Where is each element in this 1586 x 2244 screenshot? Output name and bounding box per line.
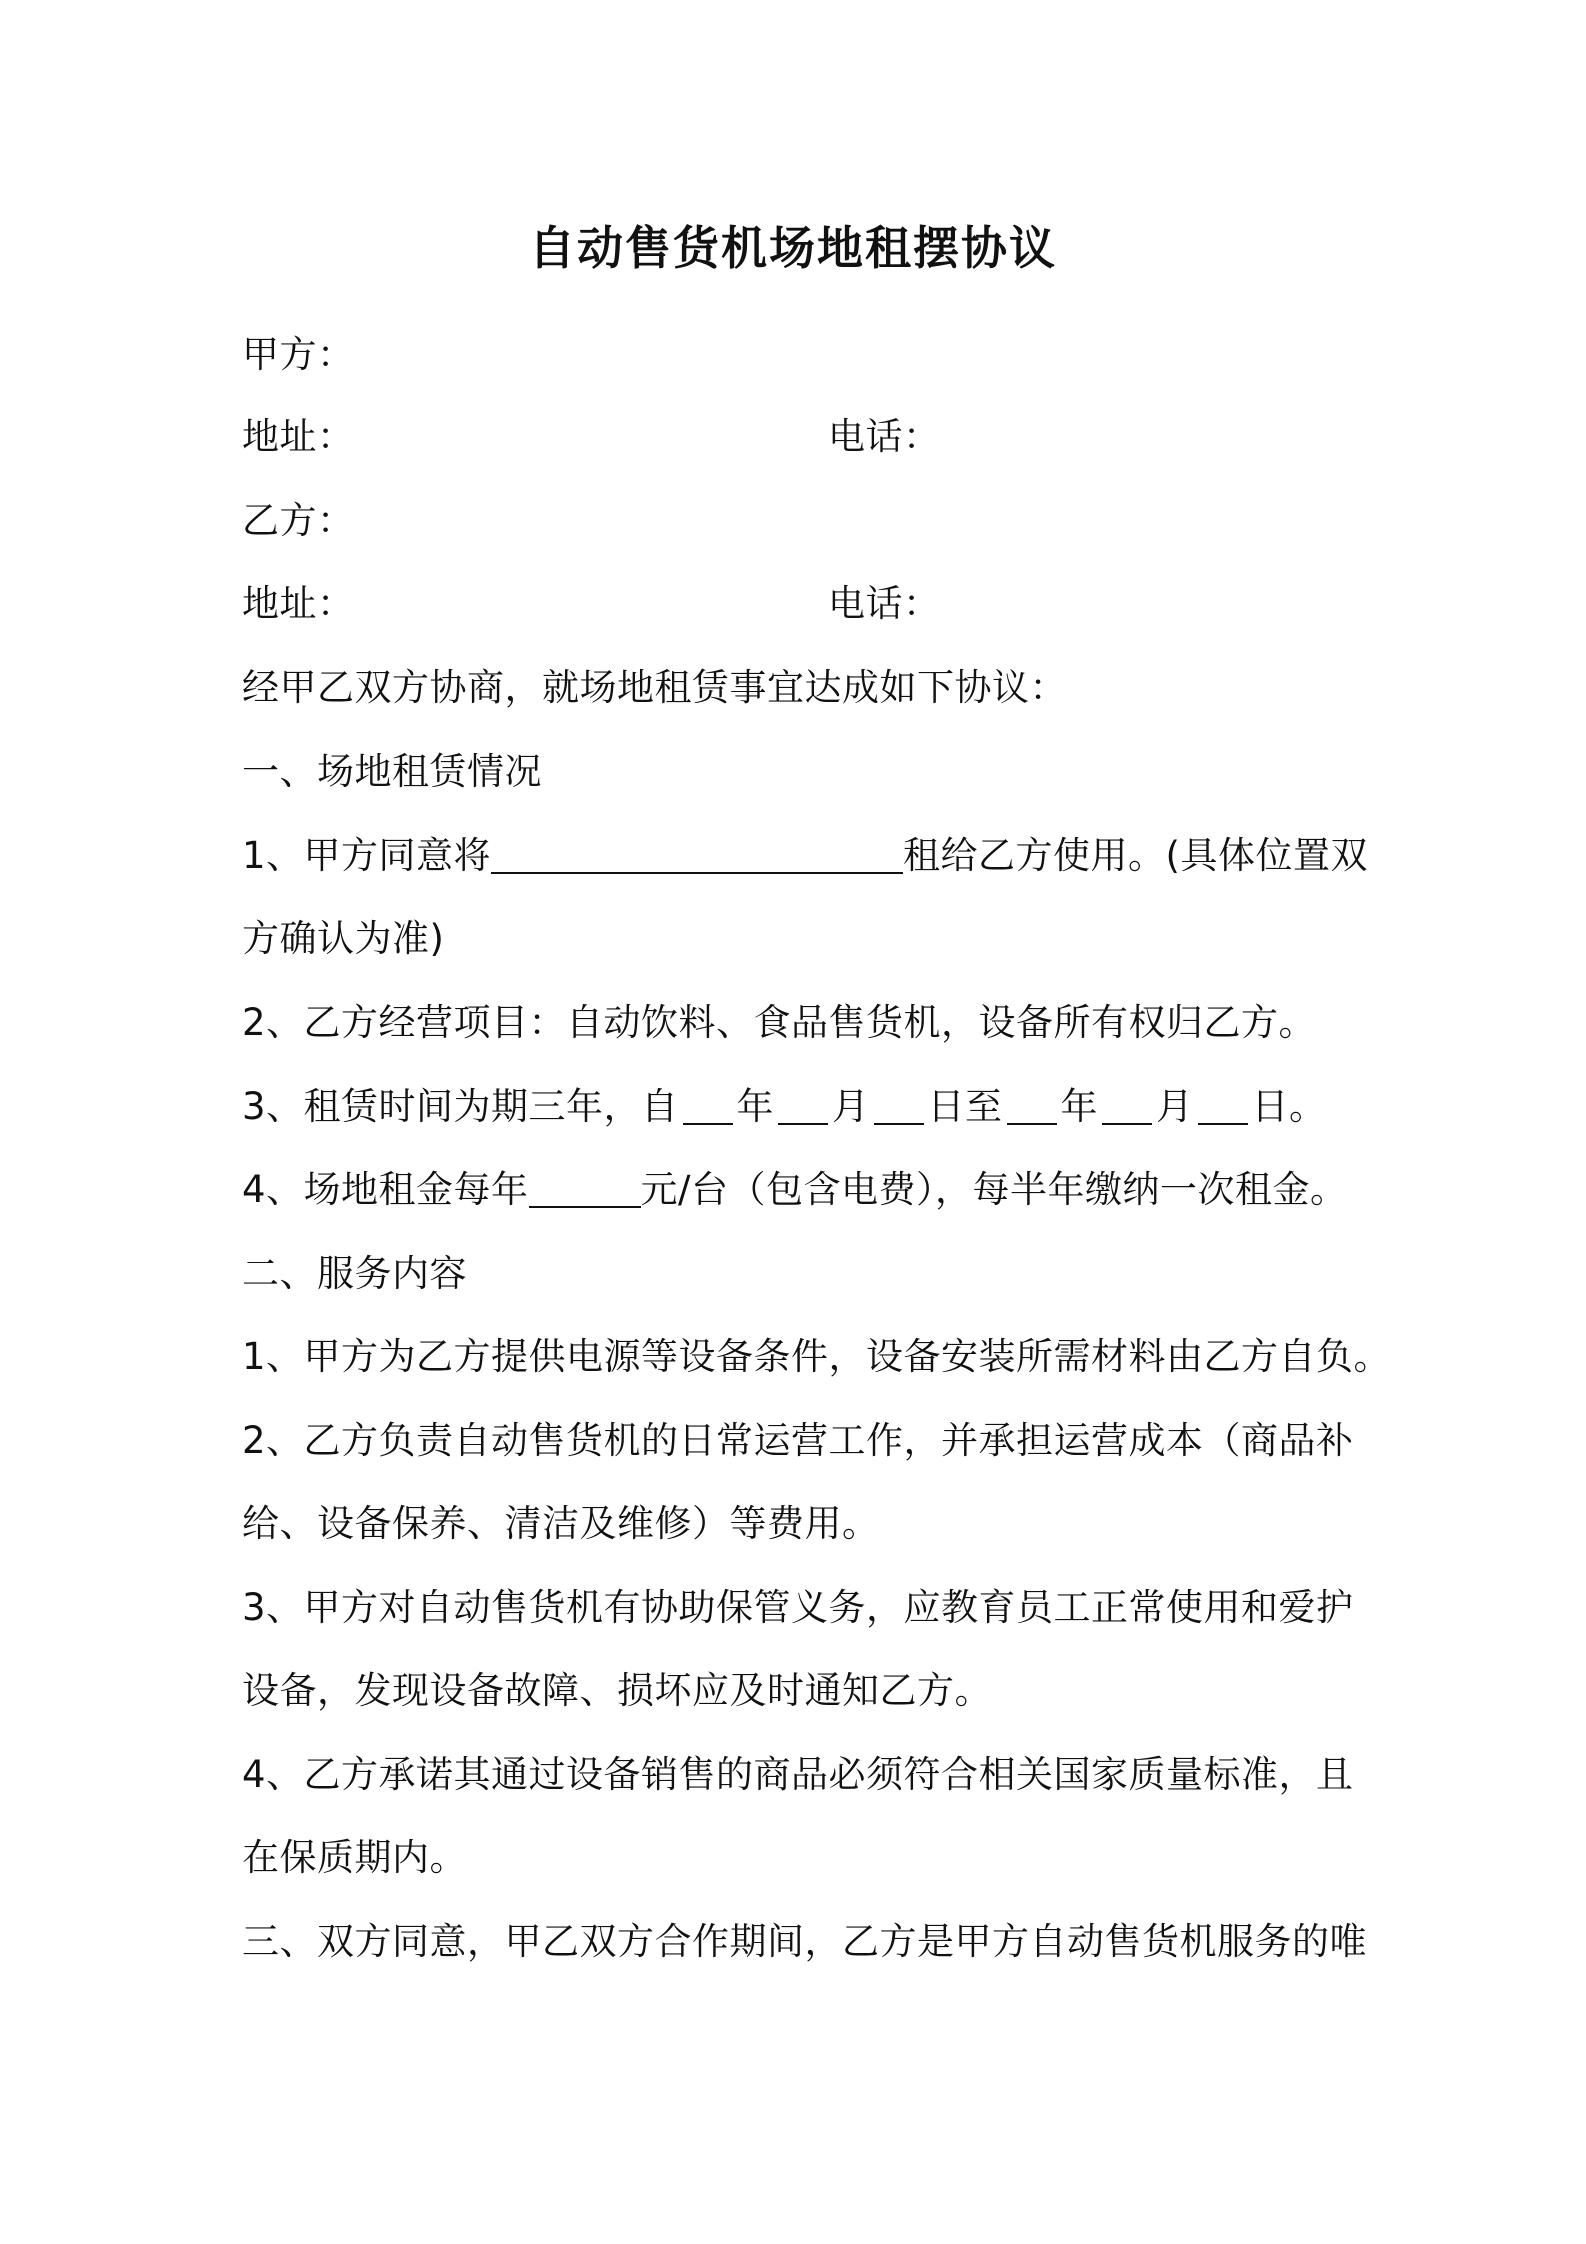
section-2-item-1: 1、甲方为乙方提供电源等设备条件，设备安装所需材料由乙方自负。 — [242, 1335, 1392, 1378]
section-1-item-2: 2、乙方经营项目：自动饮料、食品售货机，设备所有权归乙方。 — [242, 1001, 1317, 1044]
section-1-item-1-continued: 方确认为准) — [242, 917, 445, 960]
party-a-label: 甲方： — [242, 333, 355, 376]
start-day-blank — [874, 1087, 924, 1125]
item-text: 1、甲方同意将 — [242, 834, 492, 877]
end-year-blank — [1007, 1087, 1057, 1125]
end-day-blank — [1198, 1087, 1248, 1125]
section-1-item-3 — [242, 1083, 1327, 1131]
party-b-phone-label: 电话： — [828, 582, 941, 625]
month-label: 月 — [1156, 1085, 1194, 1128]
start-month-blank — [778, 1087, 828, 1125]
month-label: 月 — [832, 1085, 870, 1128]
section-2-item-2-continued: 给、设备保养、清洁及维修）等费用。 — [242, 1502, 880, 1545]
item-text: 3、租赁时间为期三年，自 — [242, 1085, 679, 1128]
party-a-contact-row — [242, 413, 355, 461]
section-3-paragraph: 三、双方同意，甲乙双方合作期间，乙方是甲方自动售货机服务的唯 — [242, 1920, 1367, 1963]
section-2-item-3: 3、甲方对自动售货机有协助保管义务，应教育员工正常使用和爱护 — [242, 1586, 1354, 1629]
start-year-blank — [683, 1087, 733, 1125]
party-b-row — [242, 497, 355, 545]
section-1-heading: 一、场地租赁情况 — [242, 750, 542, 793]
section-1-item-4 — [242, 1166, 1348, 1214]
year-label: 年 — [1060, 1085, 1099, 1128]
party-a-row — [242, 331, 355, 379]
section-2-item-4: 4、乙方承诺其通过设备销售的商品必须符合相关国家质量标准，且 — [242, 1753, 1354, 1796]
day-label: 日。 — [1251, 1085, 1327, 1128]
item-text: 4、场地租金每年 — [242, 1168, 529, 1211]
party-a-address-label: 地址： — [242, 415, 355, 458]
location-blank — [491, 836, 903, 874]
section-2-heading: 二、服务内容 — [242, 1252, 467, 1295]
party-b-address-label: 地址： — [242, 582, 355, 625]
party-a-phone-label: 电话： — [828, 415, 941, 458]
party-b-contact-row — [242, 580, 355, 628]
rent-amount-blank — [529, 1170, 641, 1208]
intro-paragraph: 经甲乙双方协商，就场地租赁事宜达成如下协议： — [242, 666, 1067, 709]
item-text: 元/台（包含电费），每半年缴纳一次租金。 — [640, 1168, 1348, 1211]
year-label: 年 — [736, 1085, 775, 1128]
party-b-label: 乙方： — [242, 499, 355, 542]
day-label: 日至 — [927, 1085, 1003, 1128]
section-2-item-3-continued: 设备，发现设备故障、损坏应及时通知乙方。 — [242, 1669, 992, 1712]
document-title: 自动售货机场地租摆协议 — [529, 221, 1057, 275]
section-2-item-4-continued: 在保质期内。 — [242, 1836, 467, 1879]
section-2-item-2: 2、乙方负责自动售货机的日常运营工作，并承担运营成本（商品补 — [242, 1419, 1354, 1462]
end-month-blank — [1102, 1087, 1152, 1125]
section-1-item-1 — [242, 832, 1368, 880]
item-text: 租给乙方使用。(具体位置双 — [903, 834, 1368, 877]
